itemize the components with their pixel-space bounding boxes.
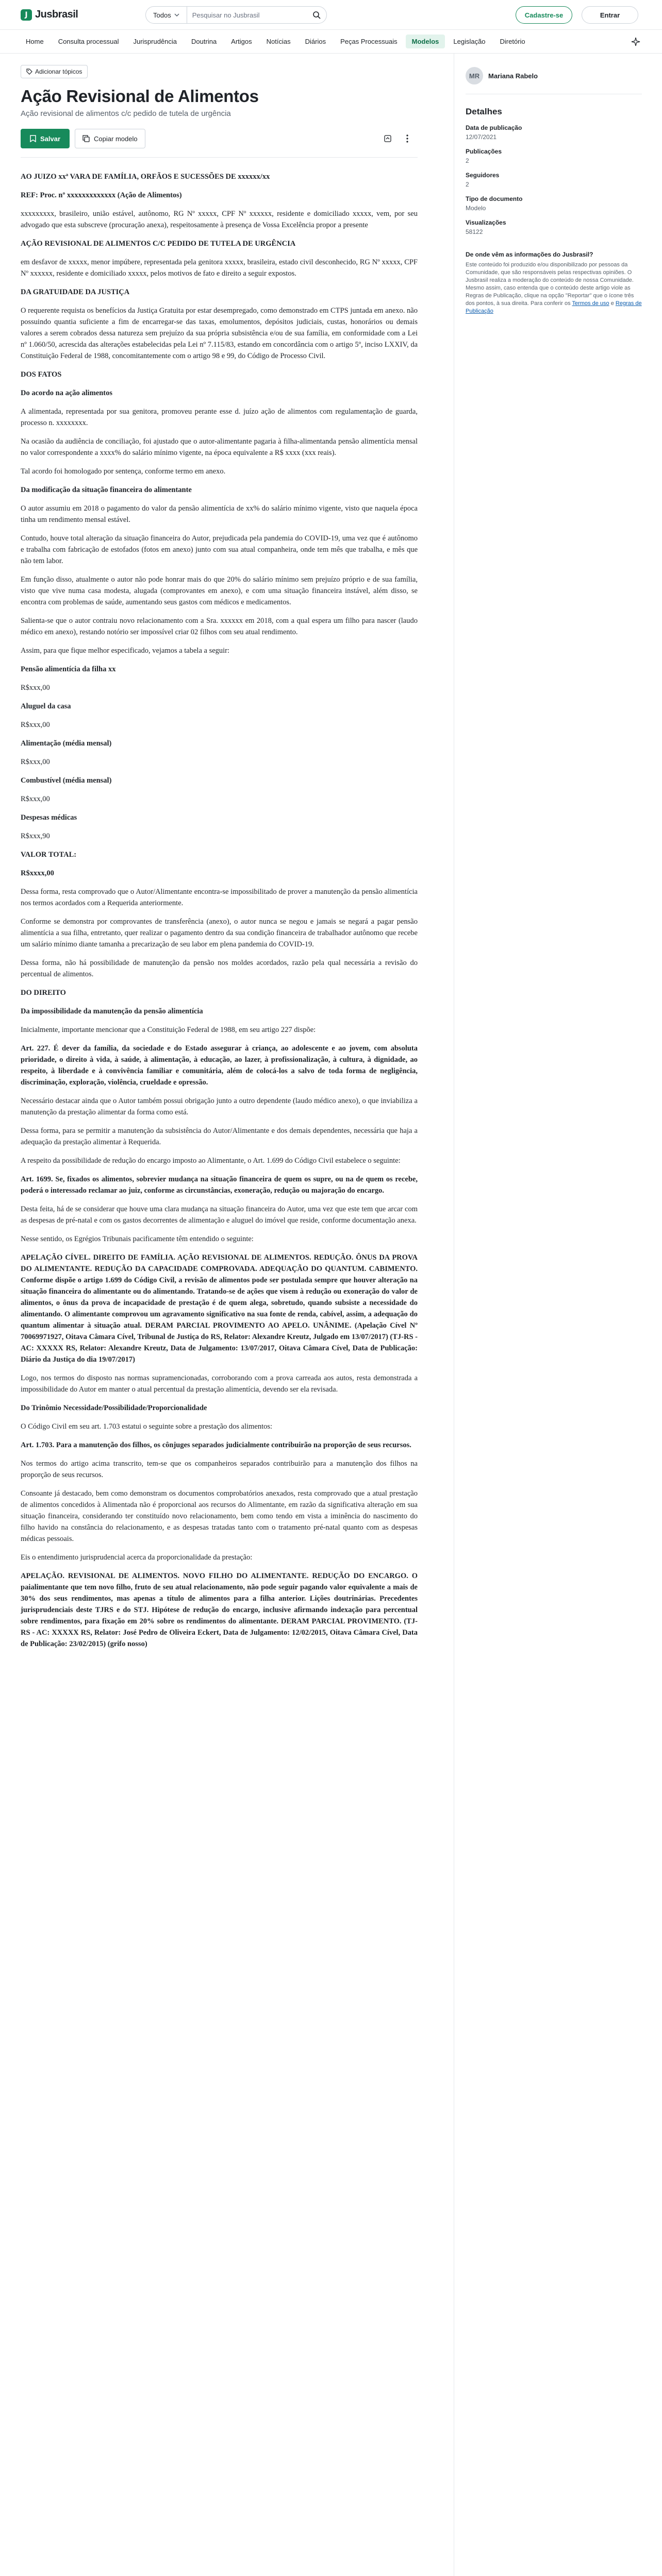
document-actions [21, 128, 418, 149]
chevron-down-icon [174, 12, 179, 18]
doc-paragraph: O requerente requista os benefícios da Justiça Gratuita por estar desempregado, como demonstrado em CTPS juntada em anexo. não possuindo quantia suficiente a fim de encarregar-se das taxas, emolumentos, depósitos judiciais, custas, honorários ou demais valores a serem cobrados dessa natureza sem prejuízo da sua própria subsistência e/ou de sua família, em conformidade com a Lei nº 1.060/50, acrescida das alterações estabelecidas pela Lei nº 7.115/83, estando em concordância com o artigo 5º, inciso LXXIV, da Constituição Federal de 1988, concomitantemente com o artigo 98 e 99, do Código de Processo Civil. [21, 307, 418, 360]
author-name[interactable]: Mariana Rabelo [488, 72, 538, 80]
doc-paragraph: Dessa forma, não há possibilidade de manutenção da pensão nos moldes acordados, razão pela qual necessária a revisão do percentual de alimentos. [21, 959, 418, 978]
search-button[interactable] [307, 7, 326, 23]
doc-paragraph: Em função disso, atualmente o autor não pode honrar mais do que 20% do salário mínimo sem prejuízo próprio e de sua família, visto que vive numa casa modesta, alugada (comprovantes em anexo), e com uma situação financeira instável, além disso, se encontra com problemas de saúde, aumentando seus gastos com médicos e medicamentos. [21, 575, 418, 606]
doc-paragraph: Salienta-se que o autor contraiu novo relacionamento com a Sra. xxxxxx em 2018, com a qual espera um filho para nascer (laudo médico em anexo), restando notório ser impossível criar 02 filhos com seu atual rendimento. [21, 617, 418, 636]
doc-paragraph: Contudo, houve total alteração da situação financeira do Autor, prejudicada pela pandemia do COVID-19, uma vez que é autônomo e trabalha com fabricação de estofados (fotos em anexo) junto com sua atual companheira, onde tem mês que trabalha, e mês que não tem labor. [21, 534, 418, 565]
details-title: Detalhes [466, 107, 502, 116]
doc-paragraph: Nos termos do artigo acima transcrito, tem-se que os companheiros separados contribuirão para a manutenção dos filhos na proporção de seus recursos. [21, 1460, 418, 1479]
title-divider [21, 157, 418, 158]
doc-paragraph: Tal acordo foi homologado por sentença, conforme termo em anexo. [21, 467, 226, 476]
detail-label: Publicações [466, 148, 502, 155]
expense-value: R$xxx,00 [21, 795, 50, 803]
content-origin-title: De onde vêm as informações do Jusbrasil? [466, 251, 593, 258]
nav-item-artigos[interactable]: Artigos [231, 38, 252, 45]
detail-value: 2 [466, 181, 469, 188]
page-subtitle: Ação revisional de alimentos c/c pedido de tutela de urgência [21, 109, 231, 118]
search-scope-select[interactable] [146, 7, 187, 23]
doc-paragraph: Consoante já destacado, bem como demonstram os documentos comprobatórios anexados, resta comprovado que a atual prestação de alimentos concedidos à Alimentada não é proporcional aos recursos do Alimentante, em razão da significativa alteração em sua situação financeira, considerando ter constituído novo relacionamento, bem como tendo em vista a iminência do nascimento do filho havido na constância do relacionamento, e as despesas tratadas tanto com o tratamento pré-natal quanto com as despesas médicas pessoais. [21, 1489, 418, 1543]
avatar: MR [466, 67, 483, 84]
author-card[interactable] [466, 67, 641, 84]
content-origin-info [466, 251, 642, 315]
doc-paragraph: Eis o entendimento jurisprudencial acerca da proporcionalidade da prestação: [21, 1553, 253, 1562]
tag-icon [26, 69, 32, 75]
nav-item-noticias[interactable]: Notícias [266, 38, 291, 45]
document-body [21, 171, 418, 1650]
share-icon [384, 134, 392, 143]
detail-label: Data de publicação [466, 124, 522, 131]
detail-label: Seguidores [466, 172, 500, 179]
doc-paragraph: Desta feita, há de se considerar que houve uma clara mudança na situação financeira do Autor, uma vez que este tem que arcar com as despesas de pré-natal e com os gastos decorrentes de alimentação e aluguel do imóvel que reside, conforme documentação anexa. [21, 1205, 418, 1225]
subsection-heading: Do Trinômio Necessidade/Possibilidade/Proporcionalidade [21, 1404, 207, 1412]
save-label: Salvar [40, 134, 61, 143]
more-options-button[interactable] [401, 132, 413, 145]
doc-paragraph: O autor assumiu em 2018 o pagamento do valor da pensão alimentícia de xx% do salário mínimo vigente, visto que naquela época tinha um rendimento mensal estável. [21, 504, 418, 524]
nav-item-diarios[interactable]: Diários [305, 38, 326, 45]
jusbrasil-logo[interactable] [21, 9, 78, 21]
add-topics-button[interactable] [21, 65, 88, 78]
expense-value: R$xxx,90 [21, 832, 50, 840]
jurisprudence-quote: APELAÇÃO. REVISIONAL DE ALIMENTOS. NOVO FILHO DO ALIMENTANTE. REDUÇÃO DO ENCARGO. O paialimentante que tem novo filho, fruto de seu atual relacionamento, não pode seguir pagando valor equivalente a mais de 30% dos seus rendimentos, mas apenas a título de alimentos para a filha anterior. Lições doutrinárias. Precedentes jurisprudenciais deste TJRS e do STJ. Hipótese de redução do encargo, inclusive afirmando indexação para percentual sobre rendimentos, para fixação em 20% sobre os rendimentos do alimentante. DERAM PARCIAL PROVIMENTO. (TJ-RS - AC: XXXXX RS, Relator: José Pedro de Oliveira Eckert, Data de Julgamento: 12/02/2015, Oitava Câmara Cível, Data de Publicação: 23/02/2015) (grifo nosso) [21, 1572, 418, 1648]
doc-action-title: AÇÃO REVISIONAL DE ALIMENTOS C/C PEDIDO DE TUTELA DE URGÊNCIA [21, 240, 296, 248]
expense-value: R$xxx,00 [21, 721, 50, 729]
subsection-heading: Da impossibilidade da manutenção da pensão alimentícia [21, 1007, 203, 1015]
share-button[interactable] [382, 132, 394, 145]
doc-paragraph: Inicialmente, importante mencionar que a Constituição Federal de 1988, em seu artigo 227 dispõe: [21, 1026, 316, 1034]
page-title: Ação Revisional de Alimentos [21, 87, 259, 106]
nav-item-modelos[interactable]: Modelos [406, 35, 445, 48]
login-button[interactable]: Entrar [582, 6, 638, 24]
doc-paragraph: O Código Civil em seu art. 1.703 estatui o seguinte sobre a prestação dos alimentos: [21, 1422, 273, 1431]
expense-label: Pensão alimentícia da filha xx [21, 665, 116, 673]
content-origin-text [466, 261, 642, 315]
content-origin-conjunction: e [610, 300, 614, 307]
ai-sparkle-icon [631, 37, 640, 46]
logo-text: Jusbrasil [35, 9, 78, 20]
expense-value: R$xxx,00 [21, 684, 50, 692]
nav-item-pecas-processuais[interactable]: Peças Processuais [340, 38, 398, 45]
search-icon [312, 11, 321, 19]
section-heading: DO DIREITO [21, 989, 66, 997]
doc-paragraph: xxxxxxxxx, brasileiro, união estável, autônomo, RG Nº xxxxx, CPF Nº xxxxxx, residente e domiciliado xxxxx, vem, por seu advogado que esta subscreve (procuração anexa), respeitosamente à presença de Vossa Excelência propor a presente [21, 210, 418, 229]
bookmark-icon [30, 135, 36, 142]
detail-value: 58122 [466, 228, 483, 235]
jurisprudence-quote: APELAÇÃO CÍVEL. DIREITO DE FAMÍLIA. AÇÃO REVISIONAL DE ALIMENTOS. REDUÇÃO. ÔNUS DA PROVA DO ALIMENTANTE. REDUÇÃO DA CAPACIDADE COMPROVADA. ADEQUAÇÃO DO QUANTUM. CABIMENTO. Conforme dispõe o artigo 1.699 do Código Civil, a revisão de alimentos pode ser postulada sempre que houver alteração na situação financeira do alimentante ou do alimentando. Tratando-se de ações que visem à redução ou exoneração do valor de alimentos, o ônus da prova de incapacidade de prestação é de quem alega, sobretudo, quando subsiste a necessidade do alimentando. O alimentante comprovou um agravamento significativo na sua fonte de renda, cabível, assim, a adequação do quantum alimentar à situação atual. DERAM PARCIAL PROVIMENTO AO APELO. UNÂNIME. (Apelação Cível Nº 70069971927, Oitava Câmara Cível, Tribunal de Justiça do RS, Relator: Alexandre Kreutz, Julgado em 13/07/2017) (TJ-RS - AC: XXXXX RS, Relator: Alexandre Kreutz, Data de Julgamento: 13/07/2017, Oitava Câmara Cível, Data de Publicação: Diário da Justiça do dia 19/07/2017) [21, 1253, 418, 1364]
expense-label: Alimentação (média mensal) [21, 739, 112, 748]
doc-paragraph: Assim, para que fique melhor especificado, vejamos a tabela a seguir: [21, 647, 230, 655]
more-icon [406, 134, 408, 143]
terms-of-use-link[interactable]: Termos de uso [572, 300, 609, 307]
main-nav [0, 30, 662, 54]
section-heading: DA GRATUIDADE DA JUSTIÇA [21, 288, 130, 296]
nav-item-jurisprudencia[interactable]: Jurisprudência [133, 38, 177, 45]
law-quote: Art. 1.703. Para a manutenção dos filhos, os cônjuges separados judicialmente contribuirão na proporção de seus recursos. [21, 1441, 411, 1449]
total-label: VALOR TOTAL: [21, 851, 77, 859]
doc-addressee: AO JUIZO xxª VARA DE FAMÍLIA, ORFÃOS E SUCESSÕES DE xxxxxx/xx [21, 173, 270, 181]
law-quote: Art. 1699. Se, fixados os alimentos, sobrevier mudança na situação financeira de quem os supre, ou na de quem os recebe, poderá o interessado reclamar ao juiz, conforme as circunstâncias, exoneração, redução ou majoração do encargo. [21, 1175, 418, 1195]
detail-label: Tipo de documento [466, 195, 523, 202]
expense-label: Aluguel da casa [21, 702, 71, 710]
doc-paragraph: Dessa forma, resta comprovado que o Autor/Alimentante encontra-se impossibilitado de prover a manutenção da pensão alimentícia nos termos acordados com a Requerida anteriormente. [21, 888, 418, 907]
doc-paragraph: A alimentada, representada por sua genitora, promoveu perante esse d. juízo ação de alimentos com regulamentação de guarda, processo n. xxxxxxxx. [21, 408, 418, 427]
add-topics-label: Adicionar tópicos [35, 68, 82, 75]
doc-paragraph: A respeito da possibilidade de redução do encargo imposto ao Alimentante, o Art. 1.699 do Código Civil estabelece o seguinte: [21, 1157, 401, 1165]
detail-label: Visualizações [466, 219, 506, 226]
detail-value: 12/07/2021 [466, 133, 497, 141]
detail-value: Modelo [466, 205, 486, 212]
top-bar [0, 0, 662, 30]
nav-item-consulta-processual[interactable]: Consulta processual [58, 38, 119, 45]
document-action-icons [382, 132, 418, 145]
main-content [21, 54, 418, 2576]
nav-item-doutrina[interactable]: Doutrina [191, 38, 217, 45]
search-bar [145, 6, 327, 24]
doc-paragraph: Na ocasião da audiência de conciliação, foi ajustado que o autor-alimentante pagaria à filha-alimentanda pensão alimentícia mensal no valor correspondente a xxxx% do salário mínimo vigente, na época equivalente a R$ xxxx (xxx reais). [21, 437, 418, 457]
doc-paragraph: Logo, nos termos do disposto nas normas supramencionadas, corroborando com a prova carreada aos autos, resta demonstrada a impossibilidade do Autor em manter o atual percentual da prestação alimentícia, devendo ser ela revisada. [21, 1374, 418, 1394]
law-quote: Art. 227. É dever da família, da sociedade e do Estado assegurar à criança, ao adolescente e ao jovem, com absoluta prioridade, o direito à vida, à saúde, à alimentação, à educação, ao lazer, à profissionalização, à cultura, à dignidade, ao respeito, à liberdade e à convivência familiar e comunitária, além de colocá-los a salvo de toda forma de negligência, discriminação, exploração, violência, crueldade e opressão. [21, 1044, 418, 1087]
ai-assistant-button[interactable] [629, 35, 642, 48]
sidebar [454, 54, 641, 2576]
subsection-heading: Da modificação da situação financeira do alimentante [21, 486, 192, 494]
copy-template-button[interactable] [75, 129, 145, 148]
copy-icon [82, 135, 90, 142]
nav-item-home[interactable]: Home [26, 38, 44, 45]
publication-rules-link[interactable]: Regras de Publicação [466, 300, 642, 314]
nav-item-legislacao[interactable]: Legislação [453, 38, 486, 45]
save-button[interactable] [21, 129, 70, 148]
copy-template-label: Copiar modelo [94, 134, 138, 143]
doc-paragraph: Nesse sentido, os Egrégios Tribunais pacificamente têm entendido o seguinte: [21, 1235, 254, 1243]
logo-mark: J [21, 9, 32, 21]
content-origin-body: Este conteúdo foi produzido e/ou disponibilizado por pessoas da Comunidade, que são responsáveis pelas respectivas opiniões. O Jusbrasil realiza a moderação do conteúdo de nossa Comunidade. Mesmo assim, caso entenda que o conteúdo deste artigo viole as Regras de Publicação, clique na opção "Reportar" que o ícone três dos pontos, à sua direita. Para conferir os [466, 262, 634, 307]
doc-paragraph: Conforme se demonstra por comprovantes de transferência (anexo), o autor nunca se negou e jamais se negará a pagar pensão alimentícia a sua filha, entretanto, quer realizar o pagamento dentro da sua condição financeira de trabalhador autônomo que recebe um salário mínimo diante tamanha a precarização de seu labor em plena pandemia do COVID-19. [21, 918, 418, 948]
total-value: R$xxxx,00 [21, 869, 54, 877]
search-scope-label: Todos [153, 11, 171, 19]
detail-value: 2 [466, 157, 469, 164]
doc-reference: REF: Proc. nº xxxxxxxxxxxxx (Ação de Alimentos) [21, 191, 182, 199]
expense-label: Combustível (média mensal) [21, 776, 112, 785]
signup-button[interactable]: Cadastre-se [516, 6, 572, 24]
nav-item-diretorio[interactable]: Diretório [500, 38, 525, 45]
search-input[interactable] [187, 11, 307, 19]
section-heading: DOS FATOS [21, 370, 62, 379]
expense-value: R$xxx,00 [21, 758, 50, 766]
doc-paragraph: Dessa forma, para se permitir a manutenção da subsistência do Autor/Alimentante e dos demais dependentes, necessária que haja a adequação da prestação alimentar à Requerida. [21, 1127, 418, 1146]
expense-label: Despesas médicas [21, 814, 77, 822]
doc-paragraph: em desfavor de xxxxx, menor impúbere, representada pela genitora xxxxx, brasileira, estado civil desconhecido, RG Nº xxxxx, CPF Nº xxxxxx, residente e domiciliado xxxxx, pelos motivos de fato e direito a seguir expostos. [21, 258, 418, 278]
subsection-heading: Do acordo na ação alimentos [21, 389, 113, 397]
doc-paragraph: Necessário destacar ainda que o Autor também possui obrigação junto a outro dependente (laudo médico anexo), o que inviabiliza a manutenção da prestação alimentar da forma como está. [21, 1097, 418, 1116]
